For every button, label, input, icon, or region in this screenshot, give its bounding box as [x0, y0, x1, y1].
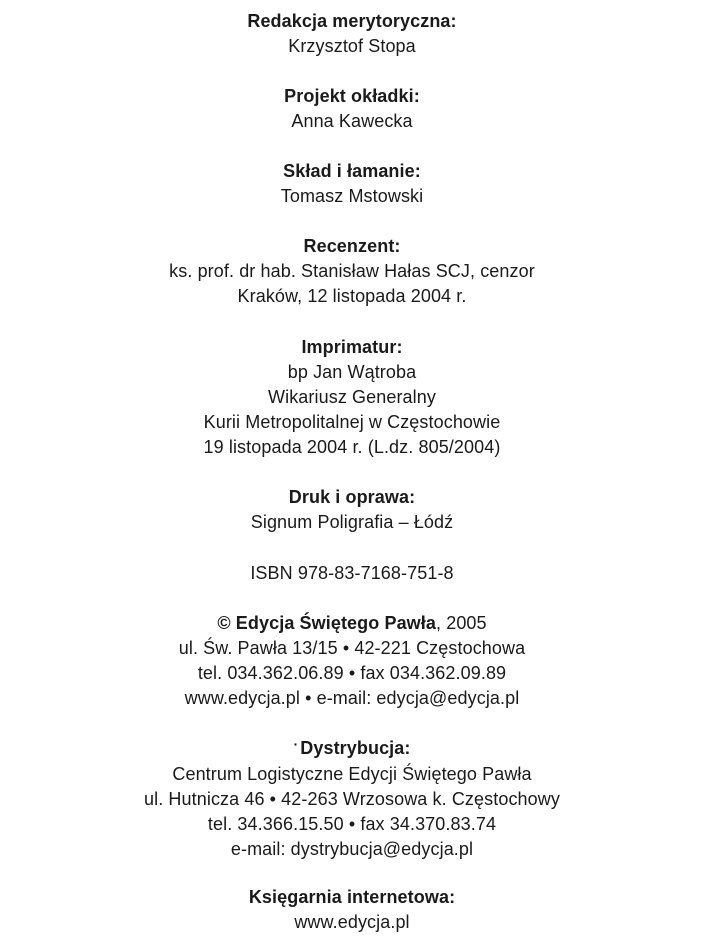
isbn-number: ISBN 978-83-7168-751-8 [250, 563, 454, 583]
publisher-address: ul. Św. Pawła 13/15 • 42-221 Częstochowa [178, 638, 526, 658]
cover-design-name: Anna Kawecka [291, 111, 413, 131]
bookstore-section [0, 885, 704, 935]
imprimatur-line-1: bp Jan Wątroba [287, 362, 417, 382]
cover-design-section [0, 84, 704, 134]
cover-design-heading: Projekt okładki: [284, 86, 420, 106]
publisher-section [0, 611, 704, 711]
reviewer-line-2: Kraków, 12 listopada 2004 r. [237, 286, 467, 306]
distribution-line-3: tel. 34.366.15.50 • fax 34.370.83.74 [207, 814, 497, 834]
publisher-phone: tel. 034.362.06.89 • fax 034.362.09.89 [197, 663, 507, 683]
bookstore-heading: Księgarnia internetowa: [248, 887, 456, 907]
publisher-web: www.edycja.pl • e-mail: edycja@edycja.pl [184, 688, 520, 708]
distribution-heading: Dystrybucja: [300, 738, 411, 758]
publisher-year: , 2005 [436, 613, 487, 633]
printing-section [0, 485, 704, 535]
reviewer-heading: Recenzent: [303, 236, 401, 256]
distribution-section [0, 736, 704, 862]
imprimatur-section [0, 335, 704, 460]
editorial-heading: Redakcja merytoryczna: [247, 11, 457, 31]
distribution-line-1: Centrum Logistyczne Edycji Świętego Pawła [172, 764, 532, 784]
reviewer-section [0, 234, 704, 309]
editorial-name: Krzysztof Stopa [288, 36, 416, 56]
imprimatur-line-2: Wikariusz Generalny [268, 387, 436, 407]
printing-name: Signum Poligrafia – Łódź [250, 512, 454, 532]
distribution-line-2: ul. Hutnicza 46 • 42-263 Wrzosowa k. Częstochowy [144, 789, 560, 809]
bookstore-url: www.edycja.pl [294, 912, 410, 932]
distribution-line-4: e-mail: dystrybucja@edycja.pl [230, 839, 474, 859]
publisher-copyright [0, 611, 704, 636]
imprimatur-heading: Imprimatur: [301, 337, 403, 357]
imprimatur-line-4: 19 listopada 2004 r. (L.dz. 805/2004) [203, 437, 501, 457]
imprimatur-line-3: Kurii Metropolitalnej w Częstochowie [203, 412, 501, 432]
typesetting-name: Tomasz Mstowski [280, 186, 424, 206]
printing-heading: Druk i oprawa: [288, 487, 416, 507]
typesetting-heading: Skład i łamanie: [283, 161, 421, 181]
isbn-section [0, 561, 704, 586]
distribution-heading-line [0, 736, 704, 762]
bullet-dot-icon: · [293, 736, 299, 752]
publisher-name: © Edycja Świętego Pawła [217, 613, 436, 633]
typesetting-section [0, 159, 704, 209]
editorial-section [0, 9, 704, 59]
reviewer-line-1: ks. prof. dr hab. Stanisław Hałas SCJ, cenzor [169, 261, 535, 281]
